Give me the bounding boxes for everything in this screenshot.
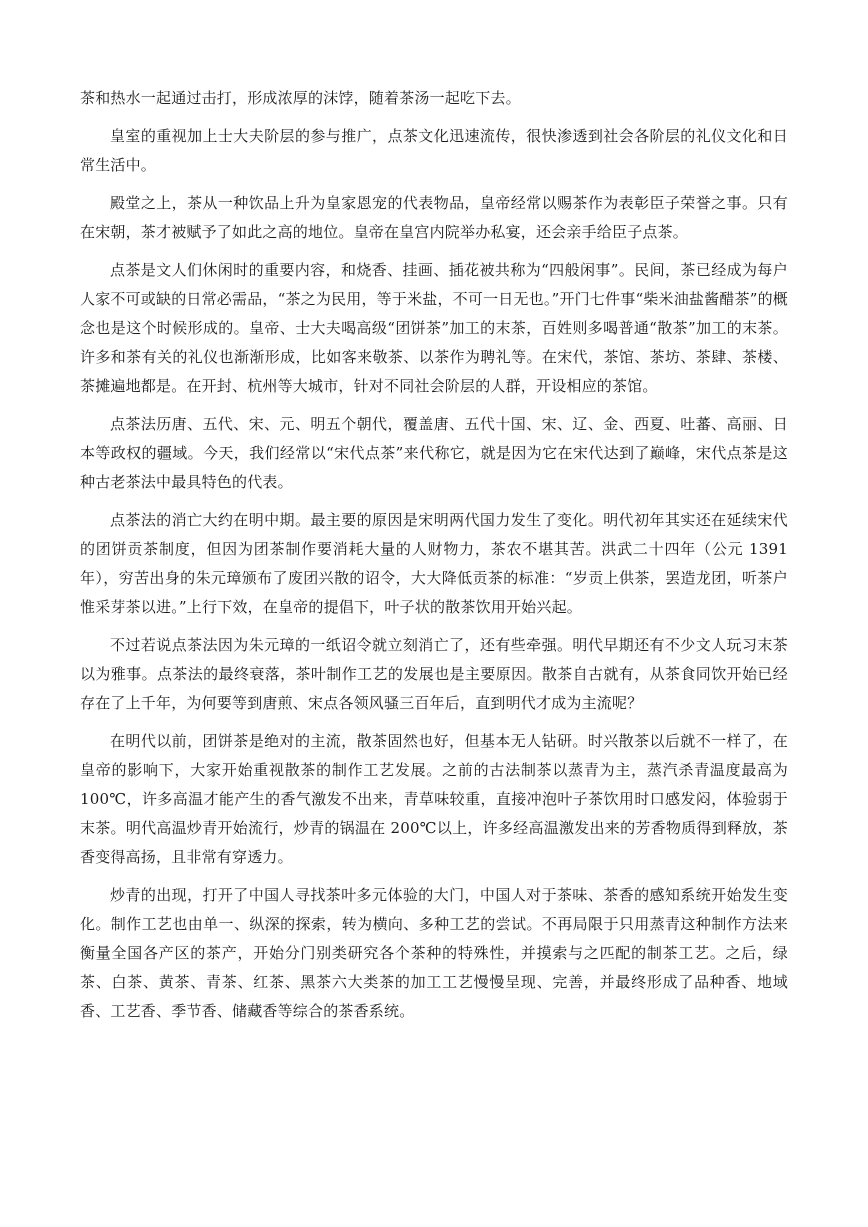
paragraph-tea-aroma-system: 炒青的出现，打开了中国人寻找茶叶多元体验的大门，中国人对于茶味、茶香的感知系统开始发生变化。制作工艺也由单一、纵深的探索，转为横向、多种工艺的尝试。不再局限于只用蒸青这种制作方法来衡量全国各产区的茶产，开始分门别类研究各个茶种的特殊性，并摸索与之匹配的制茶工艺。之后，绿茶、白茶、黄茶、青茶、红茶、黑茶六大类茶的加工工艺慢慢呈现、完善，并最终形成了品种香、地域香、工艺香、季节香、储藏香等综合的茶香系统。 [80,886,788,1020]
paragraph-court-tea: 殿堂之上，茶从一种饮品上升为皇家恩宠的代表物品，皇帝经常以赐茶作为表彰臣子荣誉之事。只有在宋朝，茶才被赋予了如此之高的地位。皇帝在皇宫内院举办私宴，还会亲手给臣子点茶。 [80,194,788,241]
paragraph-imperial-promotion: 皇室的重视加上士大夫阶层的参与推广，点茶文化迅速流传，很快渗透到社会各阶层的礼仪文化和日常生活中。 [80,127,788,174]
paragraph-final-decline: 不过若说点茶法因为朱元璋的一纸诏令就立刻消亡了，还有些牵强。明代早期还有不少文人玩习末茶以为雅事。点茶法的最终衰落，茶叶制作工艺的发展也是主要原因。散茶自古就有，从茶食同饮开始已经存在了上千年，为何要等到唐煎、宋点各领风骚三百年后，直到明代才成为主流呢？ [80,636,788,712]
paragraph-literati-leisure: 点茶是文人们休闲时的重要内容，和烧香、挂画、插花被共称为“四般闲事”。民间，茶已经成为每户人家不可或缺的日常必需品，“茶之为民用，等于米盐，不可一日无也。”开门七件事“柴米油盐酱醋茶”的概念也是这个时候形成的。皇帝、士大夫喝高级“团饼茶”加工的末茶，百姓则多喝普通“散茶”加工的末茶。许多和茶有关的礼仪也渐渐形成，比如客来敬茶、以茶作为聘礼等。在宋代，茶馆、茶坊、茶肆、茶楼、茶摊遍地都是。在开封、杭州等大城市，针对不同社会阶层的人群，开设相应的茶馆。 [80,261,788,395]
document-page [80,84,788,1035]
paragraph-dynasties: 点茶法历唐、五代、宋、元、明五个朝代，覆盖唐、五代十国、宋、辽、金、西夏、吐蕃、高丽、日本等政权的疆域。今天，我们经常以“宋代点茶”来代称它，就是因为它在宋代达到了巅峰，宋代点茶是这种古老茶法中最具特色的代表。 [80,415,788,491]
paragraph-decline-ming: 点茶法的消亡大约在明中期。最主要的原因是宋明两代国力发生了变化。明代初年其实还在延续宋代的团饼贡茶制度，但因为团茶制作要消耗大量的人财物力，茶农不堪其苦。洪武二十四年（公元 1391 年），穷苦出身的朱元璋颁布了废团兴散的诏令，大大降低贡茶的标准：“岁贡上供茶，罢造龙团，听茶户惟采芽茶以进。”上行下效，在皇帝的提倡下，叶子状的散茶饮用开始兴起。 [80,511,788,616]
paragraph-stir-fry-method: 在明代以前，团饼茶是绝对的主流，散茶固然也好，但基本无人钻研。时兴散茶以后就不一样了，在皇帝的影响下，大家开始重视散茶的制作工艺发展。之前的古法制茶以蒸青为主，蒸汽杀青温度最高为 100℃，许多高温才能产生的香气激发不出来，青草味较重，直接冲泡叶子茶饮用时口感发闷，体验弱于末茶。明代高温炒青开始流行，炒青的锅温在 200℃以上，许多经高温激发出来的芳香物质得到释放，茶香变得高扬，且非常有穿透力。 [80,732,788,866]
paragraph-continuation: 茶和热水一起通过击打，形成浓厚的沫饽，随着茶汤一起吃下去。 [80,89,521,107]
